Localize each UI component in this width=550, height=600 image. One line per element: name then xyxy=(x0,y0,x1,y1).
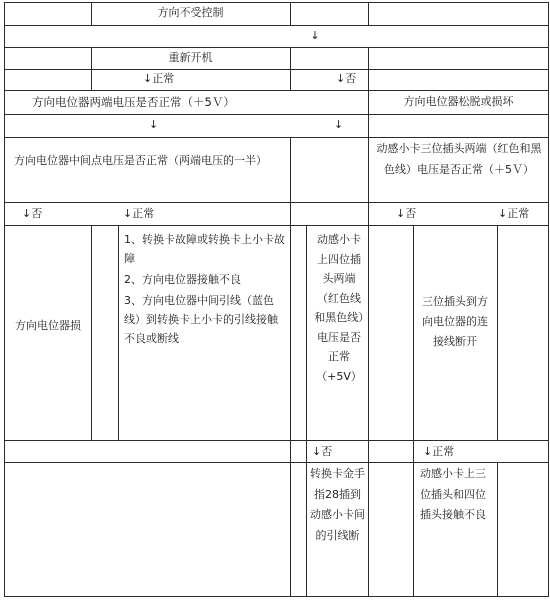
grid-line xyxy=(4,440,549,441)
grid-line xyxy=(4,47,549,48)
grid-line xyxy=(91,225,92,440)
cause-item: 3、方向电位器中间引线（蓝色线）到转换卡上小卡的引线接触不良或断线 xyxy=(124,294,278,345)
grid-line xyxy=(4,69,549,70)
branch-no: ↓否 xyxy=(22,207,43,220)
grid-line xyxy=(368,225,369,596)
grid-line xyxy=(413,225,414,596)
cause-item: 1、转换卡故障或转换卡上小卡故障 xyxy=(124,233,285,265)
grid-line xyxy=(4,202,549,203)
cause-list xyxy=(124,230,286,348)
branch-no: ↓否 xyxy=(312,445,333,458)
check-pot-voltage: 方向电位器两端电压是否正常（＋5Ｖ） xyxy=(32,95,235,109)
grid-line xyxy=(4,25,549,26)
result-pot-loose: 方向电位器松脱或损坏 xyxy=(403,95,514,108)
grid-line xyxy=(290,2,291,25)
result-3pin-wire-broken: 三位插头到方向电位器的连接线断开 xyxy=(422,295,488,348)
arrow-down: ↓ xyxy=(334,118,344,131)
step-restart: 重新开机 xyxy=(168,51,213,64)
grid-line xyxy=(4,462,549,463)
grid-line xyxy=(497,462,498,596)
grid-line xyxy=(306,225,307,596)
grid-line xyxy=(4,2,549,3)
check-card-3pin-voltage: 动感小卡三位插头两端（红色和黑色线）电压是否正常（＋5Ｖ） xyxy=(376,142,542,176)
branch-no: ↓否 xyxy=(396,207,417,220)
branch-normal: ↓正常 xyxy=(143,72,175,85)
grid-line xyxy=(368,47,369,90)
cause-item: 2、方向电位器接触不良 xyxy=(124,273,241,286)
branch-normal: ↓正常 xyxy=(498,207,530,220)
result-adapter-wire-broken: 转换卡金手指28插到动感小卡间的引线断 xyxy=(310,467,365,542)
grid-line xyxy=(4,596,549,597)
result-pot-damaged: 方向电位器损 xyxy=(15,319,81,332)
check-pot-midpoint: 方向电位器中间点电压是否正常（两端电压的一半） xyxy=(14,154,267,167)
grid-line xyxy=(4,114,549,115)
grid-line xyxy=(4,2,5,597)
branch-normal: ↓正常 xyxy=(123,207,155,220)
grid-line xyxy=(290,225,291,596)
result-plug-contact-poor: 动感小卡上三位插头和四位插头接触不良 xyxy=(420,467,486,521)
grid-line xyxy=(4,225,549,226)
grid-line xyxy=(118,225,119,440)
arrow-down: ↓ xyxy=(149,118,159,131)
grid-line xyxy=(290,47,291,90)
grid-line xyxy=(497,225,498,440)
step-no-steering-control: 方向不受控制 xyxy=(157,6,224,19)
grid-line xyxy=(368,2,369,25)
arrow-down: ↓ xyxy=(310,29,320,42)
grid-line xyxy=(290,137,291,225)
branch-no: ↓否 xyxy=(336,72,357,85)
grid-line xyxy=(4,90,549,91)
check-card-4pin-voltage: 动感小卡上四位插头两端（红色线和黑色线）电压是否正常（+5V） xyxy=(314,233,364,383)
grid-line xyxy=(548,2,549,597)
branch-normal: ↓正常 xyxy=(423,445,455,458)
